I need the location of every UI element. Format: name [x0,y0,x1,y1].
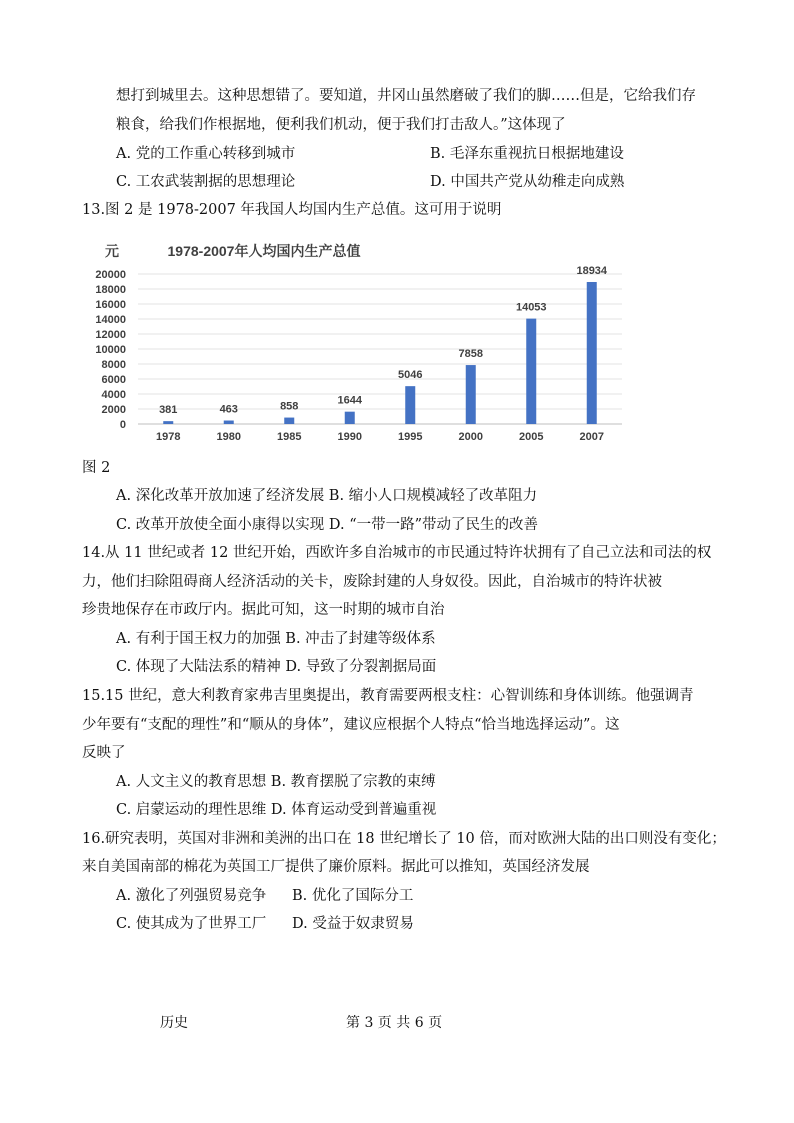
bar-2005 [526,319,536,424]
data-label-1990: 1644 [337,394,362,407]
q14-stem-line2: 力，他们扫除阻碍商人经济活动的关卡，废除封建的人身奴役。因此，自治城市的特许状被 [82,574,662,590]
y-tick-label: 8000 [101,359,126,371]
q16-stem-line2: 来自美国南部的棉花为英国工厂提供了廉价原料。据此可以推知，英国经济发展 [82,859,590,875]
q12-continuation-line2: 粮食，给我们作根据地，便利我们机动，便于我们打击敌人。”这体现了 [116,117,566,133]
y-tick-label: 4000 [101,389,126,401]
bar-1980 [224,421,234,424]
q15-stem-line2: 少年要有“支配的理性”和“顺从的身体”，建议应根据个人特点“恰当地选择运动”。这 [82,717,620,733]
bar-1995 [405,386,415,424]
figure-label: 图 2 [82,460,111,476]
x-tick-label-1978: 1978 [156,431,181,443]
y-tick-label: 18000 [95,284,126,296]
bar-1978 [163,421,173,424]
q16-stem-line1: 16.研究表明，英国对非洲和美洲的出口在 18 世纪增长了 10 倍，而对欧洲大陆的出口则没有变化； [82,831,726,847]
q13-stem: 13.图 2 是 1978-2007 年我国人均国内生产总值。这可用于说明 [82,202,502,218]
y-tick-label: 2000 [101,404,126,416]
data-label-1978: 381 [159,404,178,417]
q15-stem-line1: 15.15 世纪，意大利教育家弗吉里奥提出，教育需要两根支柱：心智训练和身体训练。他强调青 [82,688,694,704]
q16-option-d: D. 受益于奴隶贸易 [292,916,414,932]
q15-options-cd: C. 启蒙运动的理性思维 D. 体育运动受到普遍重视 [116,802,437,818]
q14-options-cd: C. 体现了大陆法系的精神 D. 导致了分裂割据局面 [116,659,437,675]
footer-page-number: 第 3 页 共 6 页 [346,1015,443,1031]
x-tick-label-2000: 2000 [458,431,483,443]
chart-y-ticks [95,269,126,431]
q12-option-c: C. 工农武装割据的思想理论 [116,174,296,190]
q13-options-cd: C. 改革开放使全面小康得以实现 D. “一带一路”带动了民生的改善 [116,517,539,533]
q14-stem-line3: 珍贵地保存在市政厅内。据此可知，这一时期的城市自治 [82,602,445,618]
x-tick-label-1995: 1995 [398,431,423,443]
x-tick-label-1990: 1990 [337,431,362,443]
y-tick-label: 12000 [95,329,126,341]
q14-stem-line1: 14.从 11 世纪或者 12 世纪开始，西欧许多自治城市的市民通过特许状拥有了自己立法和司法的权 [82,545,712,561]
chart-gridlines [138,274,622,424]
data-label-1985: 858 [280,400,299,413]
data-label-2007: 18934 [576,264,608,277]
x-tick-label-2007: 2007 [579,431,604,443]
chart-x-ticks [156,431,604,443]
bar-1985 [284,418,294,424]
y-tick-label: 6000 [101,374,126,386]
q12-option-a: A. 党的工作重心转移到城市 [116,146,296,162]
q12-option-d: D. 中国共产党从幼稚走向成熟 [430,174,625,190]
bar-chart-svg [82,232,630,454]
q12-continuation-line1: 想打到城里去。这种思想错了。要知道，井冈山虽然磨破了我们的脚……但是，它给我们存 [116,88,696,104]
q16-option-c: C. 使其成为了世界工厂 [116,916,267,932]
bar-2007 [587,282,597,424]
data-label-2000: 7858 [458,348,483,361]
x-tick-label-1980: 1980 [216,431,241,443]
q16-option-a: A. 激化了列强贸易竞争 [116,888,267,904]
data-label-1995: 5046 [398,369,423,382]
y-tick-label: 10000 [95,344,126,356]
q12-option-b: B. 毛泽东重视抗日根据地建设 [430,146,624,162]
y-tick-label: 16000 [95,299,126,311]
data-label-1980: 463 [219,403,238,416]
bar-1990 [345,412,355,424]
q16-option-b: B. 优化了国际分工 [292,888,414,904]
y-tick-label: 0 [119,419,126,431]
q15-options-ab: A. 人文主义的教育思想 B. 教育摆脱了宗教的束缚 [116,774,436,790]
x-tick-label-1985: 1985 [277,431,302,443]
bar-2000 [466,365,476,424]
q13-options-ab: A. 深化改革开放加速了经济发展 B. 缩小人口规模减轻了改革阻力 [116,488,538,504]
chart-title: 1978-2007年人均国内生产总值 [167,243,361,259]
gdp-per-capita-chart [82,232,630,454]
chart-y-axis-unit: 元 [105,243,119,259]
data-label-2005: 14053 [515,301,547,314]
y-tick-label: 14000 [95,314,126,326]
footer-subject: 历史 [160,1015,188,1031]
chart-data-labels [159,265,608,416]
x-tick-label-2005: 2005 [519,431,544,443]
y-tick-label: 20000 [95,269,126,281]
q15-stem-line3: 反映了 [82,745,126,761]
q14-options-ab: A. 有利于国王权力的加强 B. 冲击了封建等级体系 [116,631,436,647]
